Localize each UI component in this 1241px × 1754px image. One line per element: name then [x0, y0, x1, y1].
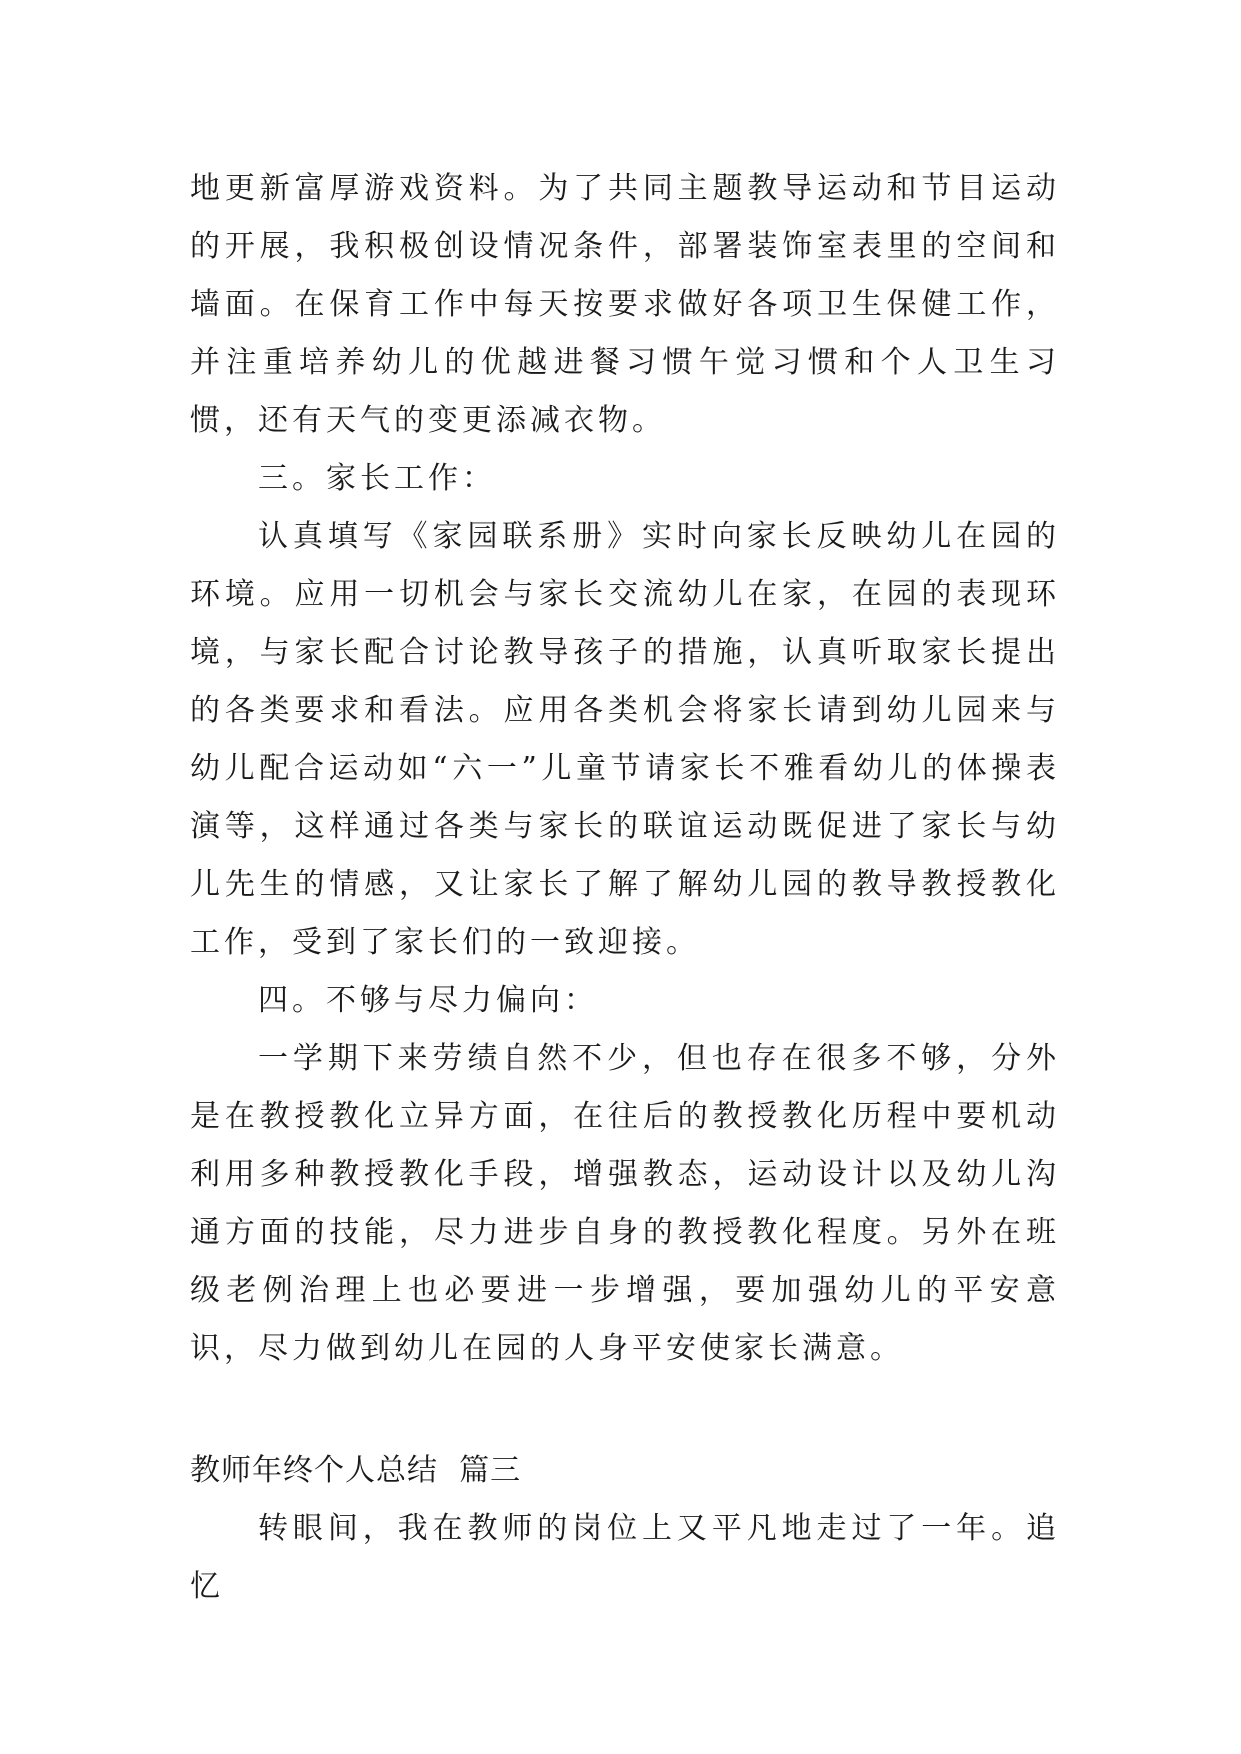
section-title: 教师年终个人总结 篇三 [190, 1453, 522, 1488]
paragraph-continuation: 地更新富厚游戏资料。为了共同主题教导运动和节目运动的开展，我积极创设情况条件，部署装饰室表里的空间和墙面。在保育工作中每天按要求做好各项卫生保健工作，并注重培养幼儿的优越进餐习惯午觉习惯和个人卫生习惯，还有天气的变更添减衣物。 [190, 171, 1060, 438]
heading-shortcomings: 四。不够与尽力偏向： [258, 983, 598, 1018]
paragraph-shortcomings: 一学期下来劳绩自然不少，但也存在很多不够，分外是在教授教化立异方面，在往后的教授教化历程中要机动利用多种教授教化手段，增强教态，运动设计以及幼儿沟通方面的技能，尽力进步自身的教授教化程度。另外在班级老例治理上也必要进一步增强，要加强幼儿的平安意识，尽力做到幼儿在园的人身平安使家长满意。 [190, 1041, 1060, 1366]
document-body [190, 160, 1060, 1616]
heading-parent-work: 三。家长工作： [258, 461, 496, 496]
paragraph-section-three-start: 转眼间，我在教师的岗位上又平凡地走过了一年。追忆 [190, 1511, 1060, 1604]
paragraph-parent-work: 认真填写《家园联系册》实时向家长反映幼儿在园的环境。应用一切机会与家长交流幼儿在家，在园的表现环境，与家长配合讨论教导孩子的措施，认真听取家长提出的各类要求和看法。应用各类机会将家长请到幼儿园来与幼儿配合运动如“六一”儿童节请家长不雅看幼儿的体操表演等，这样通过各类与家长的联谊运动既促进了家长与幼儿先生的情感，又让家长了解了解幼儿园的教导教授教化工作，受到了家长们的一致迎接。 [190, 519, 1060, 960]
